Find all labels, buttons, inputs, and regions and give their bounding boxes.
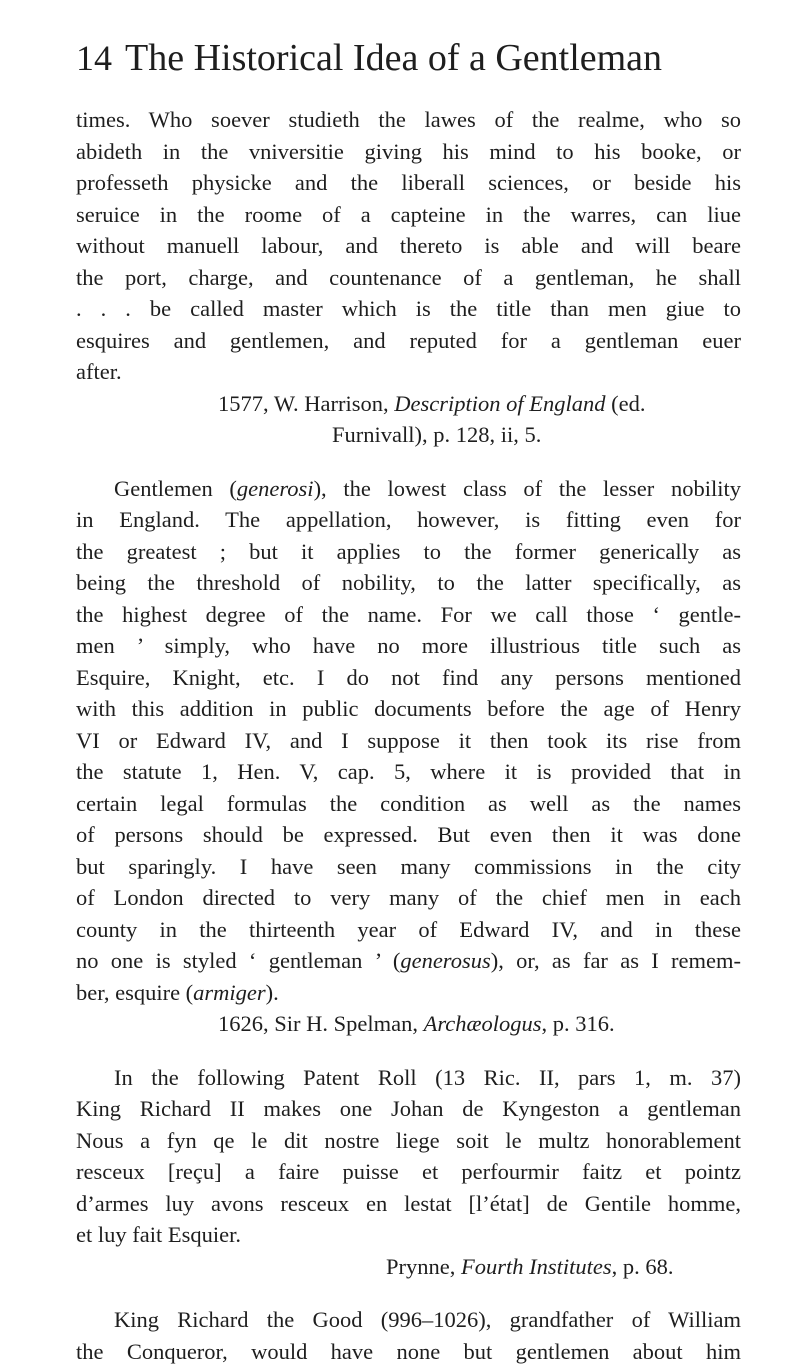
text-line: the highest degree of the name. For we call those ‘ gentle-	[76, 599, 741, 631]
latin-term: armiger	[193, 980, 266, 1005]
citation-continuation: Furnivall), p. 128, ii, 5.	[218, 419, 741, 451]
latin-term: generosi	[237, 476, 314, 501]
text-line: the Conqueror, would have none but gentlemen about him	[76, 1336, 741, 1367]
text-line: the port, charge, and countenance of a gentleman, he shall	[76, 262, 741, 294]
text-line: the statute 1, Hen. V, cap. 5, where it is provided that in	[76, 756, 741, 788]
citation-suffix: (ed.	[605, 391, 645, 416]
text-line: esquires and gentlemen, and reputed for a gentleman euer	[76, 325, 741, 357]
text-line: but sparingly. I have seen many commissions in the city	[76, 851, 741, 883]
spelman-paragraph	[76, 473, 741, 1009]
text-line: abideth in the vniversitie giving his mind to his booke, or	[76, 136, 741, 168]
text-line: of persons should be expressed. But even then it was done	[76, 819, 741, 851]
text-line: after.	[76, 356, 741, 388]
text-line: with this addition in public documents before the age of Henry	[76, 693, 741, 725]
text-line: resceux [reçu] a faire puisse et perfourmir faitz et pointz	[76, 1156, 741, 1188]
citation-title: Fourth Institutes	[461, 1254, 612, 1279]
text-line: Nous a fyn qe le dit nostre liege soit le multz honorablement	[76, 1125, 741, 1157]
richard-the-good-paragraph	[76, 1304, 741, 1367]
text-line: without manuell labour, and thereto is able and will beare	[76, 230, 741, 262]
text-line: seruice in the roome of a capteine in the warres, can liue	[76, 199, 741, 231]
running-title: The Historical Idea of a Gentleman	[125, 38, 662, 78]
text-line: no one is styled ‘ gentleman ’ (generosus), or, as far as I remem-	[76, 945, 741, 977]
text-line: of London directed to very many of the chief men in each	[76, 882, 741, 914]
page-number: 14	[76, 38, 112, 78]
harrison-quotation	[76, 104, 741, 388]
text-line: ber, esquire (armiger).	[76, 977, 741, 1009]
text-line: being the threshold of nobility, to the latter specifically, as	[76, 567, 741, 599]
text-line: men ’ simply, who have no more illustrious title such as	[76, 630, 741, 662]
text-line: King Richard II makes one Johan de Kyngeston a gentleman	[76, 1093, 741, 1125]
spelman-citation: 1626, Sir H. Spelman, Archæologus, p. 316.	[76, 1008, 741, 1040]
text-line: professeth physicke and the liberall sciences, or beside his	[76, 167, 741, 199]
text-line: times. Who soever studieth the lawes of the realme, who so	[76, 104, 741, 136]
running-header	[76, 38, 741, 78]
citation-title: Archæologus	[424, 1011, 542, 1036]
prynne-citation: Prynne, Fourth Institutes, p. 68.	[76, 1251, 741, 1283]
text-line: . . . be called master which is the title than men giue to	[76, 293, 741, 325]
harrison-citation	[76, 388, 741, 451]
citation-prefix: 1577, W. Harrison,	[218, 391, 394, 416]
text-line: In the following Patent Roll (13 Ric. II, pars 1, m. 37)	[76, 1062, 741, 1094]
patent-roll-paragraph	[76, 1062, 741, 1251]
latin-term: generosus	[400, 948, 490, 973]
citation-title: Description of England	[394, 391, 605, 416]
text-line: certain legal formulas the condition as well as the names	[76, 788, 741, 820]
text-line: King Richard the Good (996–1026), grandfather of William	[76, 1304, 741, 1336]
page-body	[76, 104, 741, 1367]
text-line: Gentlemen (generosi), the lowest class of the lesser nobility	[76, 473, 741, 505]
text-line: et luy fait Esquier.	[76, 1219, 741, 1251]
text-line: in England. The appellation, however, is fitting even for	[76, 504, 741, 536]
text-line: county in the thirteenth year of Edward IV, and in these	[76, 914, 741, 946]
text-line: the greatest ; but it applies to the former generically as	[76, 536, 741, 568]
text-line: VI or Edward IV, and I suppose it then took its rise from	[76, 725, 741, 757]
text-line: Esquire, Knight, etc. I do not find any persons mentioned	[76, 662, 741, 694]
text-line: d’armes luy avons resceux en lestat [l’état] de Gentile homme,	[76, 1188, 741, 1220]
